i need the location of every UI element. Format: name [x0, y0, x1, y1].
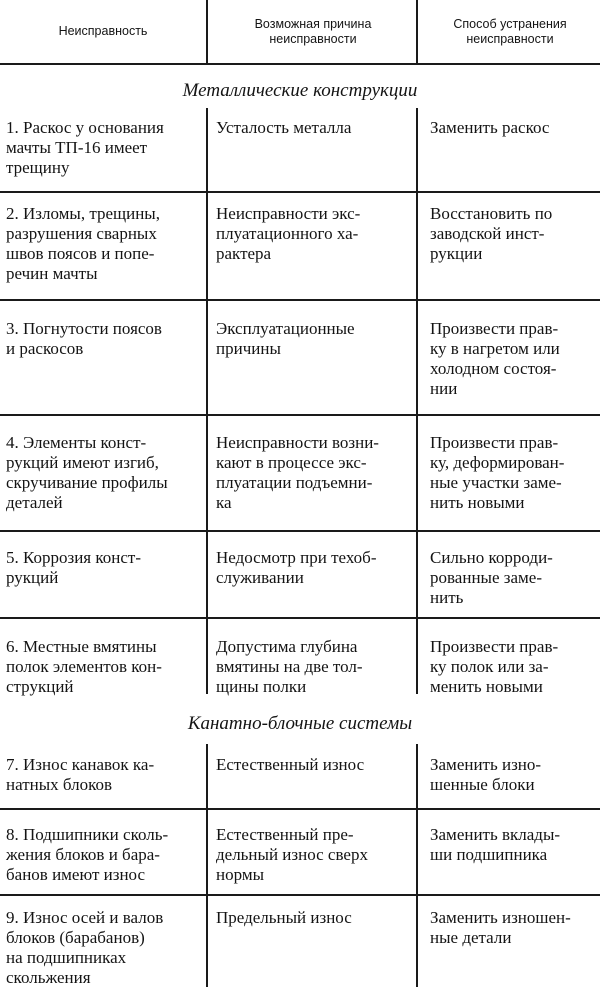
row6-cause: Допустима глубина вмятины на две тол- щины полки	[216, 637, 363, 696]
row-divider	[0, 894, 600, 896]
row-divider	[0, 414, 600, 416]
header-remedy: Способ устранения неисправности	[453, 16, 567, 46]
row3-remedy: Произвести прав- ку в нагретом или холодном состоя- нии	[430, 319, 560, 398]
row8-remedy: Заменить вклады- ши подшипника	[430, 825, 561, 864]
row2-remedy: Восстановить по заводской инст- рукции	[430, 204, 553, 263]
column-divider-2	[416, 744, 418, 987]
table-header	[0, 0, 600, 65]
row6-fault: 6. Местные вмятины полок элементов кон- струкций	[6, 637, 162, 696]
header-divider-2	[416, 0, 418, 63]
row4-remedy: Произвести прав- ку, деформирован- ные участки заме- нить новыми	[430, 433, 565, 512]
column-divider-2	[416, 108, 418, 694]
row3-fault: 3. Погнутости поясов и раскосов	[6, 319, 162, 358]
section-title-metal: Металлические конструкции	[182, 80, 418, 101]
row1-remedy: Заменить раскос	[430, 118, 550, 137]
column-divider-1	[206, 744, 208, 987]
column-divider-1	[206, 108, 208, 694]
row9-cause: Предельный износ	[216, 908, 352, 927]
row5-remedy: Сильно корроди- рованные заме- нить	[430, 548, 553, 607]
row5-fault: 5. Коррозия конст- рукций	[6, 548, 142, 587]
row-divider	[0, 191, 600, 193]
row7-cause: Естественный износ	[216, 755, 365, 774]
header-divider-1	[206, 0, 208, 63]
row8-cause: Естественный пре- дельный износ сверх нормы	[216, 825, 368, 884]
row2-cause: Неисправности экс- плуатационного ха- рактера	[216, 204, 361, 263]
section-title-rope: Канатно-блочные системы	[187, 713, 413, 734]
row6-remedy: Произвести прав- ку полок или за- менить новыми	[430, 637, 559, 696]
row9-remedy: Заменить изношен- ные детали	[430, 908, 571, 947]
row4-fault: 4. Элементы конст- рукций имеют изгиб, скручивание профилы деталей	[6, 433, 168, 512]
row5-cause: Недосмотр при техоб- служивании	[216, 548, 377, 587]
header-fault: Неисправность	[58, 24, 148, 38]
row3-cause: Эксплуатационные причины	[216, 319, 355, 358]
row7-remedy: Заменить изно- шенные блоки	[430, 755, 542, 794]
row1-fault: 1. Раскос у основания мачты ТП-16 имеет трещину	[6, 118, 164, 177]
header-cause: Возможная причина неисправности	[254, 16, 372, 46]
row1-cause: Усталость металла	[216, 118, 352, 137]
row-divider	[0, 808, 600, 810]
row-divider	[0, 299, 600, 301]
row4-cause: Неисправности возни- кают в процессе экс- плуатации подъемни- ка	[216, 433, 379, 512]
row-divider	[0, 530, 600, 532]
row-divider	[0, 617, 600, 619]
row7-fault: 7. Износ канавок ка- натных блоков	[6, 755, 155, 794]
row9-fault: 9. Износ осей и валов блоков (барабанов) на подшипниках скольжения	[6, 908, 164, 987]
row2-fault: 2. Изломы, трещины, разрушения сварных швов поясов и попе- речин мачты	[6, 204, 160, 283]
row8-fault: 8. Подшипники сколь- жения блоков и бара- банов имеют износ	[6, 825, 169, 884]
